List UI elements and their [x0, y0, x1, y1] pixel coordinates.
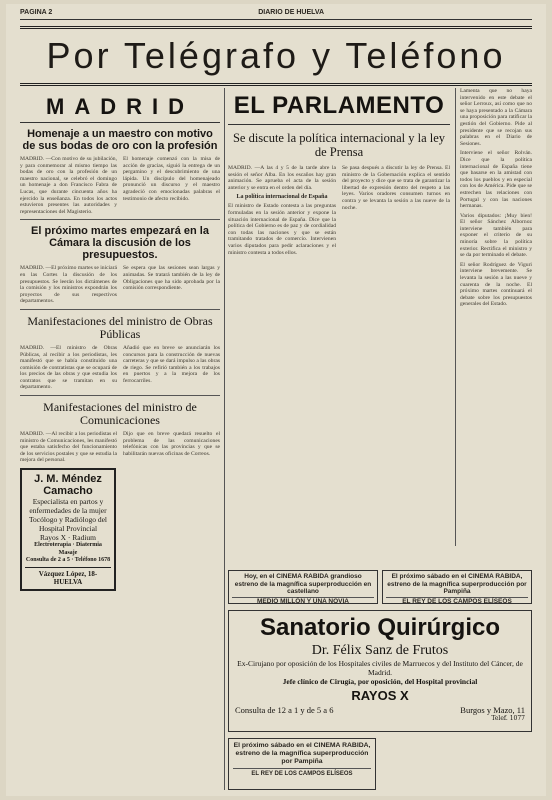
- ad-cinema-rabida-sabado: [382, 570, 532, 604]
- ad-mendez-name: J. M. Méndez Camacho: [34, 473, 102, 498]
- article-homenaje: [20, 156, 220, 215]
- ad-mendez-camacho: [20, 468, 116, 591]
- ad-cinema-rabida-bottom: [228, 738, 376, 790]
- folio-spacer: [530, 9, 532, 16]
- ad-sanatorio-doctor: Dr. Félix Sanz de Frutos: [311, 643, 449, 658]
- parlamento-col1: [228, 165, 336, 256]
- section-banner: Por Telégrafo y Teléfono: [20, 26, 532, 86]
- headline-homenaje: Homenaje a un maestro con motivo de sus bodas de oro con la profesión: [22, 128, 218, 152]
- ad-sanatorio-desc1: Ex-Cirujano por oposición de los Hospitales civiles de Marruecos y del Instituto del Cáncer, de Madrid.: [237, 659, 523, 677]
- headline-presupuestos: El próximo martes empezará en la Cámara la discusión de los presupuestos.: [31, 225, 209, 262]
- ad-sanatorio-hours: Consulta de 12 a 1 y de 5 a 6: [235, 705, 334, 715]
- ad-cinema-sabado-text: El próximo sábado en el CINEMA RABIDA, estreno de la magnífica superproducción por Pampiña: [387, 573, 527, 595]
- ad-mendez-address: Vázquez López, 18-HUELVA: [25, 567, 111, 586]
- article-homenaje-col2: El homenaje comenzó con la misa de acción de gracias, siguió la entrega de un pergamino y el descubrimiento de una lápida. Un discípulo del homenajeado pronunció un discurso y el maestro agradeció con emocionadas palabras el testimonio de afecto recibido.: [123, 156, 220, 202]
- subheadline-parlamento: Se discute la política internacional y la ley de Prensa: [232, 131, 446, 159]
- right-body-b: Interviene el señor Rolván. Dice que la política internacional de España tiene que basarse en la amistad con todos los pueblos y en especial con los de América. Pide que se estrechen las relaciones con Portugal y con las naciones hermanas.: [460, 150, 532, 210]
- divider: [20, 219, 220, 220]
- headline-obras-publicas: Manifestaciones del ministro de Obras Públicas: [27, 313, 213, 341]
- folio-line: [20, 6, 532, 20]
- article-obras-col1: MADRID. —El ministro de Obras Públicas, al recibir a los periodistas, les manifestó que se había constituido una comisión de contratistas que se ocupará de los precios de las obras y que estudia los contratos que se tramitan en su departamento.: [20, 344, 117, 391]
- left-column: [20, 88, 220, 790]
- middle-column: [228, 88, 450, 560]
- ad-sanatorio-quirurgico: [228, 610, 532, 732]
- cinema-ads-row: [228, 570, 532, 604]
- ad-cinema-hoy-film: MEDIO MILLÓN Y UNA NOVIA: [232, 597, 374, 606]
- divider: [20, 309, 220, 310]
- ad-mendez-line1: Especialista en partos y enfermedades de la mujer: [29, 497, 107, 516]
- ad-cinema-rabida-hoy: [228, 570, 378, 604]
- column-rule: [455, 88, 456, 546]
- ad-sanatorio-title: Sanatorio Quirúrgico: [259, 614, 501, 641]
- ad-cinema-hoy-text: Hoy, en el CINEMA RABIDA grandioso estreno de la magnífica superproducción en castellano: [234, 573, 372, 595]
- ad-cinema-bottom-text: El próximo sábado en el CINEMA RABIDA, estreno de la magnífica superproducción por Pampiña: [233, 742, 371, 765]
- dateline-madrid: MADRID: [20, 94, 220, 123]
- ad-sanatorio-address: Burgos y Mazo, 11: [460, 705, 525, 715]
- ad-sanatorio-tel: Telef. 1077: [491, 715, 525, 722]
- article-presupuestos-col1: MADRID. —El próximo martes se iniciará en las Cortes la discusión de los presupuestos. Se leerán los dictámenes de la comisión y los ministros expondrán los proyectos de sus respectivos departamentos.: [20, 265, 117, 305]
- article-parlamento: [228, 165, 450, 256]
- ad-sanatorio-desc2: Jefe clínico de Cirugía, por oposición, del Hospital provincial: [282, 677, 478, 686]
- parlamento-body-c: Se pasa después a discutir la ley de Prensa. El ministro de la Gobernación explica el sentido del proyecto y dice que se trata de garantizar la libertad de expresión dentro del respeto a las leyes. Varios oradores consumen turnos en contra y se levanta la sesión a las nueve de la noche.: [342, 165, 450, 211]
- article-obras-col2: Añadió que en breve se anunciarán los concursos para la construcción de nuevas carreteras y que se dará impulso a las obras de riego. Se refirió también a los trabajos en puertos y a la mejora de los ferrocarriles.: [123, 344, 220, 384]
- headline-comunicaciones: Manifestaciones del ministro de Comunicaciones: [43, 400, 197, 428]
- divider: [20, 395, 220, 396]
- subhead-politica-internacional: La política internacional de España: [236, 194, 328, 201]
- right-body-d: El señor Rodríguez de Viguri interviene brevemente. Se levanta la sesión a las nueve y cuarenta de la noche. El próximo martes continuará el debate sobre los presupuestos generales del Estado.: [460, 261, 532, 308]
- right-body-a: Lamenta que no haya intervenido en este debate el señor Lerroux, así como que no se haya presentado a la Cámara una proposición para ratificar la gestión del Gobierno. Pide al presidente que se recojan sus palabras en el Diario de Sesiones.: [460, 88, 532, 147]
- ad-mendez-line3: Rayos X · Radium: [39, 533, 97, 543]
- right-body-c: Varios diputados: ¡Muy bien! El señor Sánchez Albornoz interviene también para exponer el criterio de su minoría sobre la política exterior. Rectifica el ministro y se da por terminado el debate.: [460, 212, 532, 259]
- article-homenaje-col1: MADRID. —Con motivo de su jubilación, y para conmemorar al mismo tiempo las bodas de oro con la profesión de un maestro nacional, se celebró el domingo un homenaje a don Francisco Fabra de Lucas, que durante cincuenta años ha ejercido la enseñanza. En todos los actos estuvieron presentes las autoridades y representaciones del Magisterio.: [20, 156, 117, 215]
- article-presupuestos-col2: Se espera que las sesiones sean largas y animadas. Se tratará también de la ley de Obligaciones que ha sido aprobada por la comisión correspondiente.: [123, 265, 220, 292]
- comunicaciones-left-stack: [20, 431, 117, 590]
- article-comunicaciones-col1: MADRID. —Al recibir a los periodistas el ministro de Comunicaciones, les manifestó que estaba satisfecho del funcionamiento de los servicios postales y que se estudia la mejora del personal.: [20, 431, 117, 464]
- column-rule: [224, 88, 225, 790]
- ad-sanatorio-rayos: RAYOS X: [351, 688, 409, 703]
- ad-sanatorio-consult-row: [235, 705, 525, 715]
- headline-parlamento: EL PARLAMENTO: [228, 92, 450, 125]
- ad-mendez-line4: Electroterapia · Diatermia Masaje: [34, 542, 102, 556]
- page-number: PAGINA 2: [20, 9, 53, 16]
- parlamento-body-b: El ministro de Estado contesta a las preguntas formuladas en la sesión anterior y expone la situación internacional de España. Dice que la política del Gobierno es de paz y de cordialidad con todas las naciones y que se están tramitando tratados de comercio. Intervienen varios diputados para pedir aclaraciones y el ministro contesta a todos ellos.: [228, 203, 336, 256]
- newspaper-page: [6, 4, 546, 796]
- article-comunicaciones-col2: Dijo que en breve quedará resuelto el problema de las comunicaciones telefónicas con las provincias y que se habilitarán nuevas oficinas de Correos.: [123, 431, 220, 457]
- article-presupuestos: [20, 265, 220, 305]
- ad-mendez-line2: Tocólogo y Radiólogo del Hospital Provincial: [28, 515, 107, 534]
- right-column: [460, 88, 532, 546]
- ad-mendez-hours: Consulta de 2 a 5 · Teléfono 1678: [25, 557, 111, 564]
- article-comunicaciones: [20, 431, 220, 590]
- article-obras-publicas: [20, 345, 220, 391]
- parlamento-body-a: MADRID. —A las 4 y 5 de la tarde abre la sesión el señor Alba. En los escaños hay gran animación. Se aprueba el acta de la sesión anterior y se entra en el orden del día.: [228, 165, 336, 191]
- ad-cinema-sabado-film: EL REY DE LOS CAMPOS ELÍSEOS: [386, 597, 528, 606]
- paper-name: DIARIO DE HUELVA: [258, 9, 325, 16]
- ad-cinema-bottom-film: EL REY DE LOS CAMPOS ELÍSEOS: [233, 768, 371, 778]
